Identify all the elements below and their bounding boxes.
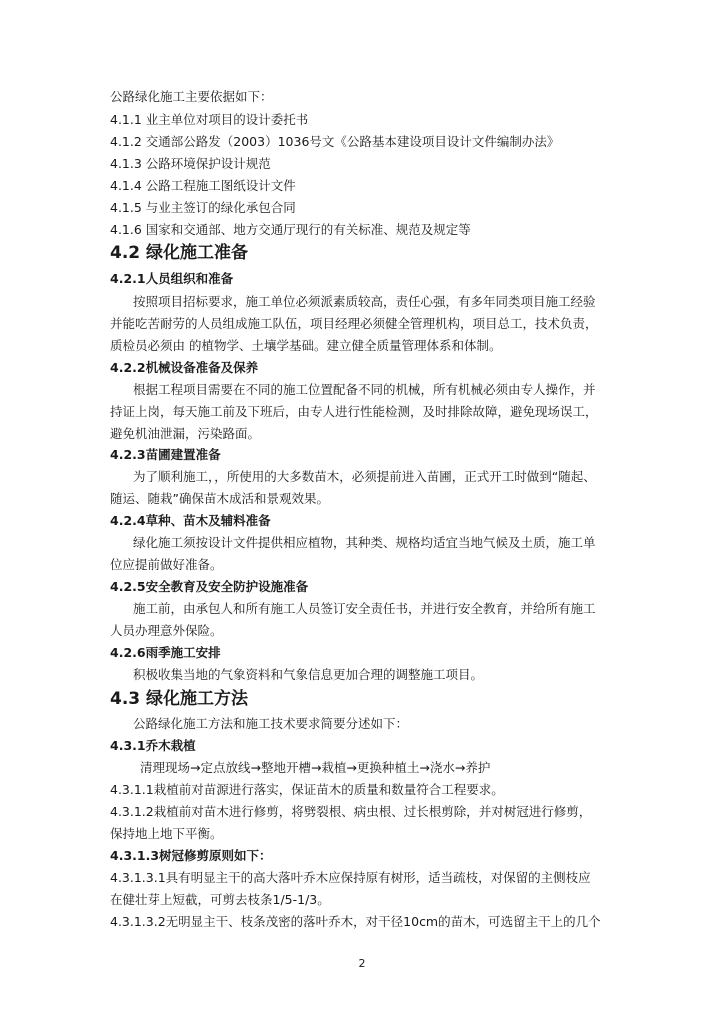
paragraph-line: 质检员必须由 的植物学、土壤学基础。建立健全质量管理体系和体制。 xyxy=(110,338,502,353)
paragraph-line: 在健壮芽上短截，可剪去枝条1/5-1/3。 xyxy=(110,892,330,907)
paragraph-line: 根据工程项目需要在不同的施工位置配备不同的机械，所有机械必须由专人操作，并 xyxy=(133,382,596,397)
paragraph-line: 绿化施工须按设计文件提供相应植物，其种类、规格均适宜当地气候及土质，施工单 xyxy=(133,535,596,550)
section-heading-4-3: 4.3 绿化施工方法 xyxy=(110,689,249,709)
subsection-heading: 4.3.1乔木栽植 xyxy=(110,738,196,753)
paragraph-line: 并能吃苦耐劳的人员组成施工队伍，项目经理必须健全管理机构，项目总工，技术负责， xyxy=(110,316,598,331)
paragraph-line: 按照项目招标要求，施工单位必须派素质较高，责任心强，有多年同类项目施工经验 xyxy=(133,294,596,309)
paragraph-line: 4.3.1.1栽植前对苗源进行落实，保证苗木的质量和数量符合工程要求。 xyxy=(110,782,504,797)
paragraph-line: 4.3.1.2栽植前对苗木进行修剪，将劈裂根、病虫根、过长根剪除，并对树冠进行修剪， xyxy=(110,804,592,819)
subsection-heading: 4.2.3苗圃建置准备 xyxy=(110,447,221,462)
basis-item: 4.1.4 公路工程施工图纸设计文件 xyxy=(110,178,296,193)
paragraph-line: 4.3.1.3.2无明显主干、枝条茂密的落叶乔木，对干径10cm的苗木，可选留主干上的几个 xyxy=(110,914,601,929)
subsection-heading: 4.2.4草种、苗木及辅料准备 xyxy=(110,513,271,528)
basis-item: 4.1.5 与业主签订的绿化承包合同 xyxy=(110,200,296,215)
section-heading-4-2: 4.2 绿化施工准备 xyxy=(110,243,249,263)
paragraph-line: 避免机油泄漏，污染路面。 xyxy=(110,426,261,441)
subsection-heading: 4.2.1人员组织和准备 xyxy=(110,271,234,286)
subsection-heading: 4.2.6雨季施工安排 xyxy=(110,645,221,660)
process-flow: 清理现场→定点放线→整地开槽→栽植→更换种植土→浇水→养护 xyxy=(140,760,491,775)
intro-line: 公路绿化施工主要依据如下： xyxy=(110,89,273,104)
basis-item: 4.1.2 交通部公路发（2003）1036号文《公路基本建设项目设计文件编制办法》 xyxy=(110,134,560,149)
paragraph-line: 为了顺利施工，，所使用的大多数苗木，必须提前进入苗圃，正式开工时做到“随起、 xyxy=(133,469,596,484)
paragraph-line: 施工前，由承包人和所有施工人员签订安全责任书，并进行安全教育，并给所有施工 xyxy=(133,601,596,616)
paragraph-line: 公路绿化施工方法和施工技术要求简要分述如下： xyxy=(133,716,409,731)
paragraph-line: 随运、随栽”确保苗木成活和景观效果。 xyxy=(110,491,329,506)
paragraph-line: 保持地上地下平衡。 xyxy=(110,826,223,841)
subsection-heading: 4.2.2机械设备准备及保养 xyxy=(110,360,259,375)
basis-item: 4.1.6 国家和交通部、地方交通厅现行的有关标准、规范及规定等 xyxy=(110,222,471,237)
subsection-heading: 4.2.5安全教育及安全防护设施准备 xyxy=(110,579,309,594)
paragraph-line: 位应提前做好准备。 xyxy=(110,557,223,572)
paragraph-line: 4.3.1.3.1具有明显主干的高大落叶乔木应保持原有树形，适当疏枝，对保留的主侧枝应 xyxy=(110,870,591,885)
subsection-heading: 4.3.1.3树冠修剪原则如下： xyxy=(110,848,272,863)
paragraph-line: 持证上岗，每天施工前及下班后，由专人进行性能检测，及时排除故障，避免现场误工， xyxy=(110,404,598,419)
paragraph-line: 人员办理意外保险。 xyxy=(110,623,223,638)
basis-item: 4.1.3 公路环境保护设计规范 xyxy=(110,156,271,171)
basis-item: 4.1.1 业主单位对项目的设计委托书 xyxy=(110,112,309,127)
paragraph-line: 积极收集当地的气象资料和气象信息更加合理的调整施工项目。 xyxy=(133,667,484,682)
page-number: 2 xyxy=(358,957,366,970)
